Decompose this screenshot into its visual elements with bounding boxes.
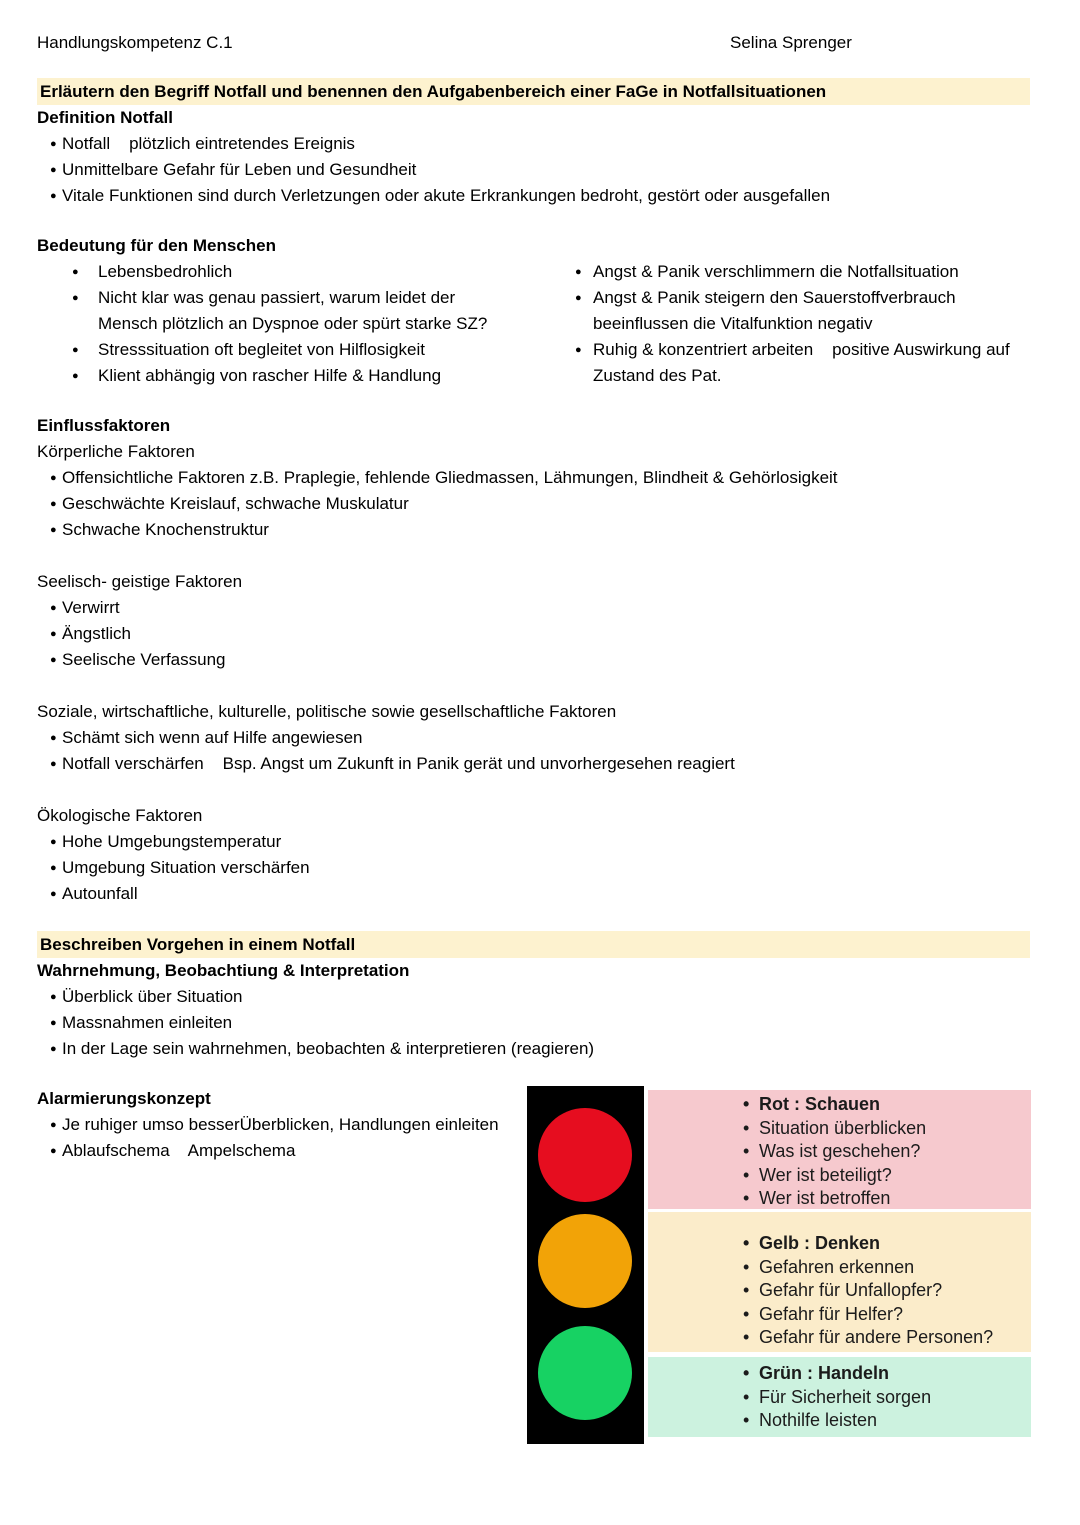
green-light-icon (538, 1326, 632, 1420)
panel-item: • Situation überblicken (743, 1117, 1031, 1141)
red-light-icon (538, 1108, 632, 1202)
bullet-icon: ● (50, 498, 57, 510)
bullet-icon: ● (50, 1119, 57, 1131)
list-item: ● Stresssituation oft begleitet von Hilflosigkeit (37, 337, 497, 363)
list-item: ● Offensichtliche Faktoren z.B. Praplegie, fehlende Gliedmassen, Lähmungen, Blindheit & Gehörlosigkeit (37, 465, 1030, 491)
list-item: ● Hohe Umgebungstemperatur (37, 829, 1030, 855)
bullet-icon: ● (72, 292, 79, 304)
list-item: ● Angst & Panik steigern den Sauerstoffverbrauch beeinflussen die Vitalfunktion negativ (565, 285, 1030, 337)
wahrnehmung-list (37, 984, 1030, 1062)
bullet-icon: ● (50, 602, 57, 614)
yellow-light-icon (538, 1214, 632, 1308)
bullet-icon: ● (50, 164, 57, 176)
panel-heading: • Rot : Schauen (743, 1093, 1031, 1117)
definition-heading: Definition Notfall (37, 108, 173, 127)
bullet-icon: ● (50, 862, 57, 874)
panel-item: • Wer ist betroffen (743, 1187, 1031, 1211)
list-item: ● Notfall verschärfen Bsp. Angst um Zukunft in Panik gerät und unvorhergesehen reagiert (37, 751, 1030, 777)
bedeutung-right-column (565, 259, 1030, 389)
bullet-icon: ● (72, 370, 79, 382)
list-item: ● Unmittelbare Gefahr für Leben und Gesundheit (37, 157, 1030, 183)
section2-highlighted-title: Beschreiben Vorgehen in einem Notfall (37, 931, 1030, 958)
bedeutung-columns (37, 259, 1030, 389)
bullet-icon: ● (72, 344, 79, 356)
alarmierungskonzept-heading: Alarmierungskonzept (37, 1089, 211, 1108)
list-item: ● Lebensbedrohlich (37, 259, 497, 285)
panel-item: • Gefahr für Helfer? (743, 1303, 1031, 1327)
bullet-icon: ● (50, 628, 57, 640)
bullet-icon: • (743, 1280, 750, 1300)
panel-item: • Nothilfe leisten (743, 1409, 1031, 1433)
bullet-icon: • (743, 1141, 750, 1161)
soziale-faktoren-heading: Soziale, wirtschaftliche, kulturelle, politische sowie gesellschaftliche Faktoren (37, 702, 617, 721)
list-item: ● Seelische Verfassung (37, 647, 1030, 673)
panel-heading: • Gelb : Denken (743, 1232, 1031, 1256)
bullet-icon: ● (50, 1043, 57, 1055)
list-item: ● Geschwächte Kreislauf, schwache Muskulatur (37, 491, 1030, 517)
rot-schauen-panel (648, 1090, 1031, 1209)
bullet-icon: ● (575, 292, 582, 304)
bullet-icon: • (743, 1233, 750, 1253)
bullet-icon: • (743, 1327, 750, 1347)
bullet-icon: • (743, 1117, 750, 1138)
list-item: ● Autounfall (37, 881, 1030, 907)
bullet-icon: • (743, 1188, 750, 1208)
bullet-icon: • (743, 1363, 750, 1383)
bullet-icon: • (743, 1094, 750, 1114)
gelb-denken-panel (648, 1212, 1031, 1352)
section1-highlighted-title: Erläutern den Begriff Notfall und benennen den Aufgabenbereich einer FaGe in Notfallsituationen (37, 78, 1030, 105)
list-item: ● Überblick über Situation (37, 984, 1030, 1010)
definition-list (37, 131, 1030, 209)
list-item: ● Ablaufschema Ampelschema (37, 1138, 507, 1164)
list-item: ● In der Lage sein wahrnehmen, beobachten & interpretieren (reagieren) (37, 1036, 1030, 1062)
list-item: ● Umgebung Situation verschärfen (37, 855, 1030, 881)
oekologische-faktoren-heading: Ökologische Faktoren (37, 806, 203, 825)
bullet-icon: ● (50, 991, 57, 1003)
bullet-icon: ● (50, 190, 57, 202)
list-item: ● Klient abhängig von rascher Hilfe & Handlung (37, 363, 497, 389)
traffic-light (527, 1086, 644, 1444)
panel-item: • Für Sicherheit sorgen (743, 1386, 1031, 1410)
panel-item: • Was ist geschehen? (743, 1140, 1031, 1164)
bullet-icon: ● (50, 138, 57, 150)
list-item: ● Verwirrt (37, 595, 1030, 621)
bullet-icon: • (743, 1256, 750, 1277)
seelische-faktoren-list (37, 595, 1030, 673)
panel-item: • Wer ist beteiligt? (743, 1164, 1031, 1188)
panel-item: • Gefahr für andere Personen? (743, 1326, 1031, 1350)
bullet-icon: • (743, 1164, 750, 1185)
wahrnehmung-heading: Wahrnehmung, Beobachtiung & Interpretation (37, 961, 410, 980)
bullet-icon: ● (575, 266, 582, 278)
oekologische-faktoren-list (37, 829, 1030, 907)
bullet-icon: ● (50, 758, 57, 770)
list-item: ● Schwache Knochenstruktur (37, 517, 1030, 543)
ampelschema-figure (527, 1086, 1031, 1444)
panel-item: • Gefahr für Unfallopfer? (743, 1279, 1031, 1303)
bullet-icon: ● (50, 524, 57, 536)
seelische-faktoren-heading: Seelisch- geistige Faktoren (37, 572, 243, 591)
bullet-icon: ● (50, 1145, 57, 1157)
list-item: ● Je ruhiger umso besserÜberblicken, Handlungen einleiten (37, 1112, 507, 1138)
list-item: ● Schämt sich wenn auf Hilfe angewiesen (37, 725, 1030, 751)
author-name: Selina Sprenger (730, 33, 852, 52)
bullet-icon: ● (50, 472, 57, 484)
bullet-icon: ● (50, 732, 57, 744)
bullet-icon: • (743, 1386, 750, 1407)
koerperliche-faktoren-heading: Körperliche Faktoren (37, 442, 195, 461)
list-item: ● Ängstlich (37, 621, 1030, 647)
page-header (37, 30, 1030, 56)
list-item: ● Angst & Panik verschlimmern die Notfallsituation (565, 259, 1030, 285)
koerperliche-faktoren-list (37, 465, 1030, 543)
einflussfaktoren-heading: Einflussfaktoren (37, 416, 171, 435)
list-item: ● Nicht klar was genau passiert, warum leidet der Mensch plötzlich an Dyspnoe oder spürt starke SZ? (37, 285, 497, 337)
bedeutung-heading: Bedeutung für den Menschen (37, 236, 276, 255)
doc-title: Handlungskompetenz C.1 (37, 33, 233, 52)
list-item: ● Massnahmen einleiten (37, 1010, 1030, 1036)
bullet-icon: ● (72, 266, 79, 278)
bullet-icon: ● (50, 1017, 57, 1029)
bullet-icon: ● (50, 654, 57, 666)
bullet-icon: • (743, 1303, 750, 1324)
panel-item: • Gefahren erkennen (743, 1256, 1031, 1280)
gruen-handeln-panel (648, 1357, 1031, 1437)
soziale-faktoren-list (37, 725, 1030, 777)
bullet-icon: ● (50, 888, 57, 900)
list-item: ● Ruhig & konzentriert arbeiten positive Auswirkung auf Zustand des Pat. (565, 337, 1030, 389)
bullet-icon: ● (575, 344, 582, 356)
bullet-icon: • (743, 1410, 750, 1430)
list-item: ● Vitale Funktionen sind durch Verletzungen oder akute Erkrankungen bedroht, gestört oder ausgefallen (37, 183, 1030, 209)
list-item: ● Notfall plötzlich eintretendes Ereignis (37, 131, 1030, 157)
panel-heading: • Grün : Handeln (743, 1362, 1031, 1386)
bedeutung-left-column (37, 259, 565, 389)
bullet-icon: ● (50, 836, 57, 848)
